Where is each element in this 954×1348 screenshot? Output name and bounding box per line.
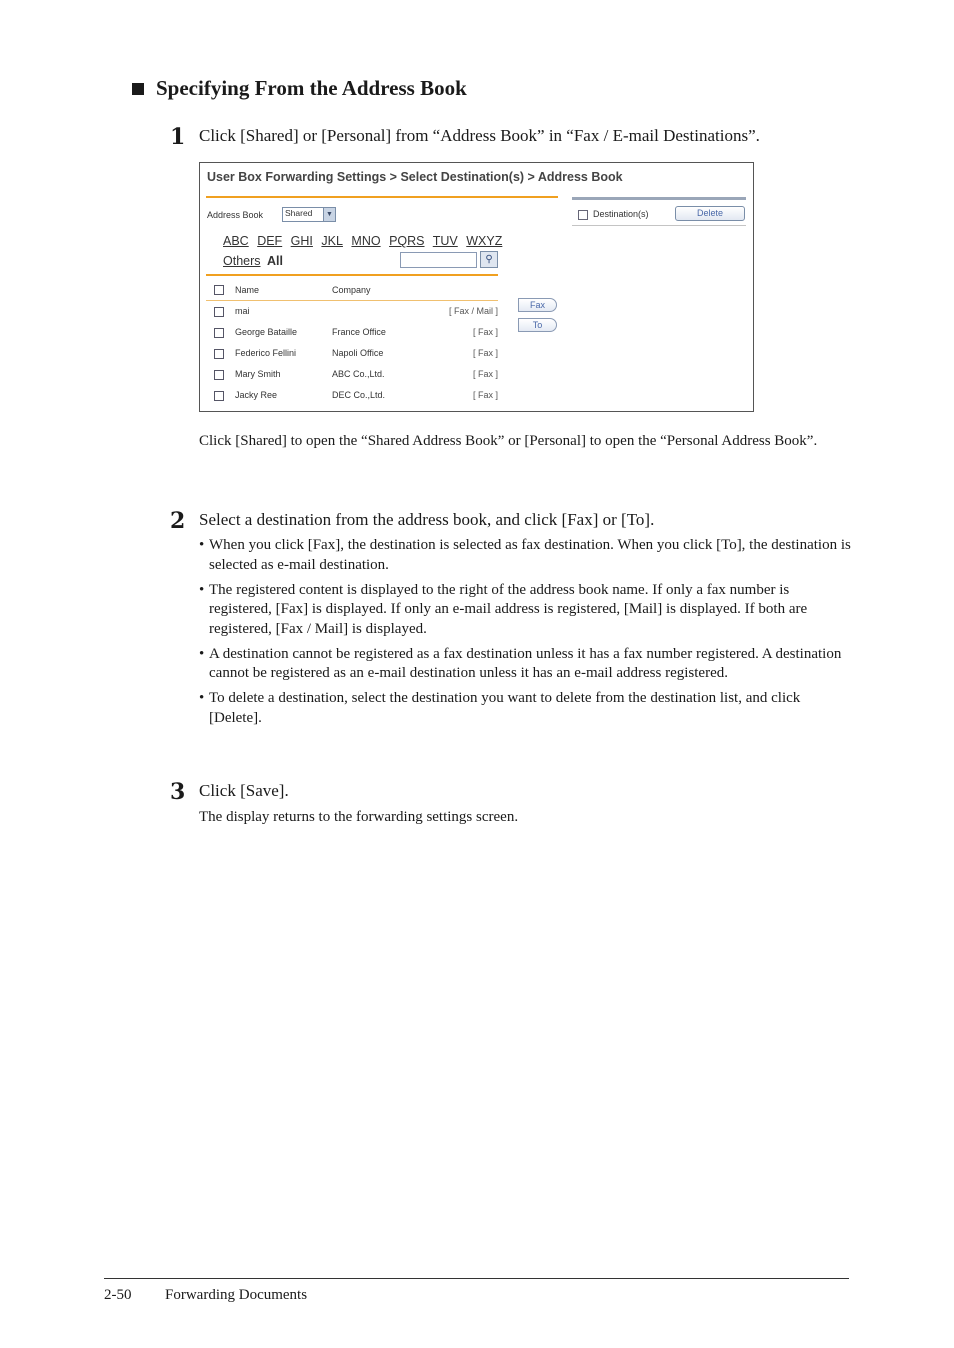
alpha-link[interactable]: TUV bbox=[432, 234, 458, 248]
row-name: Federico Fellini bbox=[235, 348, 297, 358]
alpha-link[interactable]: DEF bbox=[257, 234, 283, 248]
column-header-company: Company bbox=[332, 285, 371, 295]
alpha-link[interactable]: PQRS bbox=[389, 234, 425, 248]
alpha-link[interactable]: WXYZ bbox=[466, 234, 503, 248]
chevron-down-icon: ▼ bbox=[323, 208, 335, 221]
list-item[interactable] bbox=[206, 369, 498, 389]
divider bbox=[572, 197, 746, 200]
list-item[interactable] bbox=[206, 390, 498, 410]
destinations-label: Destination(s) bbox=[593, 209, 649, 219]
row-checkbox[interactable] bbox=[214, 391, 224, 401]
step-text: Click [Save]. bbox=[199, 781, 289, 800]
row-checkbox[interactable] bbox=[214, 370, 224, 380]
divider bbox=[206, 196, 558, 198]
row-registered-tag: [ Fax / Mail ] bbox=[448, 306, 498, 316]
row-name: mai bbox=[235, 306, 250, 316]
row-registered-tag: [ Fax ] bbox=[472, 369, 498, 379]
step-number: 2 bbox=[170, 508, 186, 534]
step-number: 1 bbox=[170, 124, 186, 150]
footer-rule bbox=[104, 1278, 849, 1279]
list-item[interactable] bbox=[206, 306, 498, 326]
row-registered-tag: [ Fax ] bbox=[472, 327, 498, 337]
divider bbox=[206, 274, 498, 276]
alpha-link[interactable]: JKL bbox=[321, 234, 343, 248]
bullet-item: • The registered content is displayed to the right of the address book name. If only a fax number is registered, [Fax] is displayed. If only an e-mail address is registered, [Mail] is displayed. If both are registered, [Fax / Mail] is displayed. bbox=[199, 581, 808, 637]
all-label[interactable]: All bbox=[267, 254, 283, 268]
step-text: Click [Shared] or [Personal] from “Address Book” in “Fax / E-mail Destinations”. bbox=[199, 126, 760, 145]
row-company: Napoli Office bbox=[332, 348, 384, 358]
step-note: The display returns to the forwarding settings screen. bbox=[199, 809, 519, 825]
footer-title: Forwarding Documents bbox=[165, 1287, 308, 1303]
delete-button[interactable]: Delete bbox=[675, 206, 745, 221]
column-header-name: Name bbox=[235, 285, 260, 295]
address-book-label: Address Book bbox=[207, 210, 264, 220]
alphabet-index bbox=[223, 234, 507, 248]
row-company: DEC Co.,Ltd. bbox=[332, 390, 386, 400]
bullet-list bbox=[199, 536, 854, 734]
row-registered-tag: [ Fax ] bbox=[472, 390, 498, 400]
breadcrumb: User Box Forwarding Settings > Select Destination(s) > Address Book bbox=[207, 170, 623, 184]
others-link[interactable]: Others bbox=[223, 254, 261, 268]
address-book-select-value: Shared bbox=[285, 208, 313, 218]
alpha-link[interactable]: MNO bbox=[351, 234, 381, 248]
row-name: Mary Smith bbox=[235, 369, 281, 379]
bullet-item: • To delete a destination, select the destination you want to delete from the destination list, and click [Delete]. bbox=[199, 690, 801, 726]
section-heading bbox=[132, 76, 467, 101]
alpha-link[interactable]: GHI bbox=[290, 234, 313, 248]
alpha-link[interactable]: ABC bbox=[223, 234, 249, 248]
step-number: 3 bbox=[170, 779, 186, 805]
fax-button[interactable]: Fax bbox=[518, 298, 557, 312]
address-book-screenshot bbox=[199, 162, 754, 412]
address-book-select[interactable] bbox=[282, 207, 336, 222]
step-text: Select a destination from the address book, and click [Fax] or [To]. bbox=[199, 510, 655, 529]
row-checkbox[interactable] bbox=[214, 307, 224, 317]
row-checkbox[interactable] bbox=[214, 349, 224, 359]
row-checkbox[interactable] bbox=[214, 328, 224, 338]
list-item[interactable] bbox=[206, 348, 498, 368]
row-name: George Bataille bbox=[235, 327, 298, 337]
others-row bbox=[223, 254, 283, 268]
page-number: 2-50 bbox=[104, 1287, 132, 1303]
destinations-checkbox[interactable] bbox=[578, 210, 588, 220]
search-input[interactable] bbox=[400, 252, 477, 268]
step-note: Click [Shared] to open the “Shared Address Book” or [Personal] to open the “Personal Address Book”. bbox=[199, 433, 818, 449]
row-name: Jacky Ree bbox=[235, 390, 278, 400]
select-all-checkbox[interactable] bbox=[214, 285, 224, 295]
bullet-item: • When you click [Fax], the destination is selected as fax destination. When you click [To], the destination is selected as e-mail destination. bbox=[199, 537, 851, 573]
square-bullet-icon bbox=[132, 83, 144, 95]
row-company: ABC Co.,Ltd. bbox=[332, 369, 385, 379]
section-title: Specifying From the Address Book bbox=[156, 76, 467, 100]
bullet-item: • A destination cannot be registered as a fax destination unless it has a fax number registered. A destination cannot be registered as an e-mail destination unless it has an e-mail address registered. bbox=[199, 645, 842, 681]
list-item[interactable] bbox=[206, 327, 498, 347]
row-company: France Office bbox=[332, 327, 386, 337]
row-registered-tag: [ Fax ] bbox=[472, 348, 498, 358]
to-button[interactable]: To bbox=[518, 318, 557, 332]
divider bbox=[572, 225, 746, 226]
search-icon[interactable]: ⚲ bbox=[480, 251, 498, 268]
list-header bbox=[206, 283, 498, 301]
